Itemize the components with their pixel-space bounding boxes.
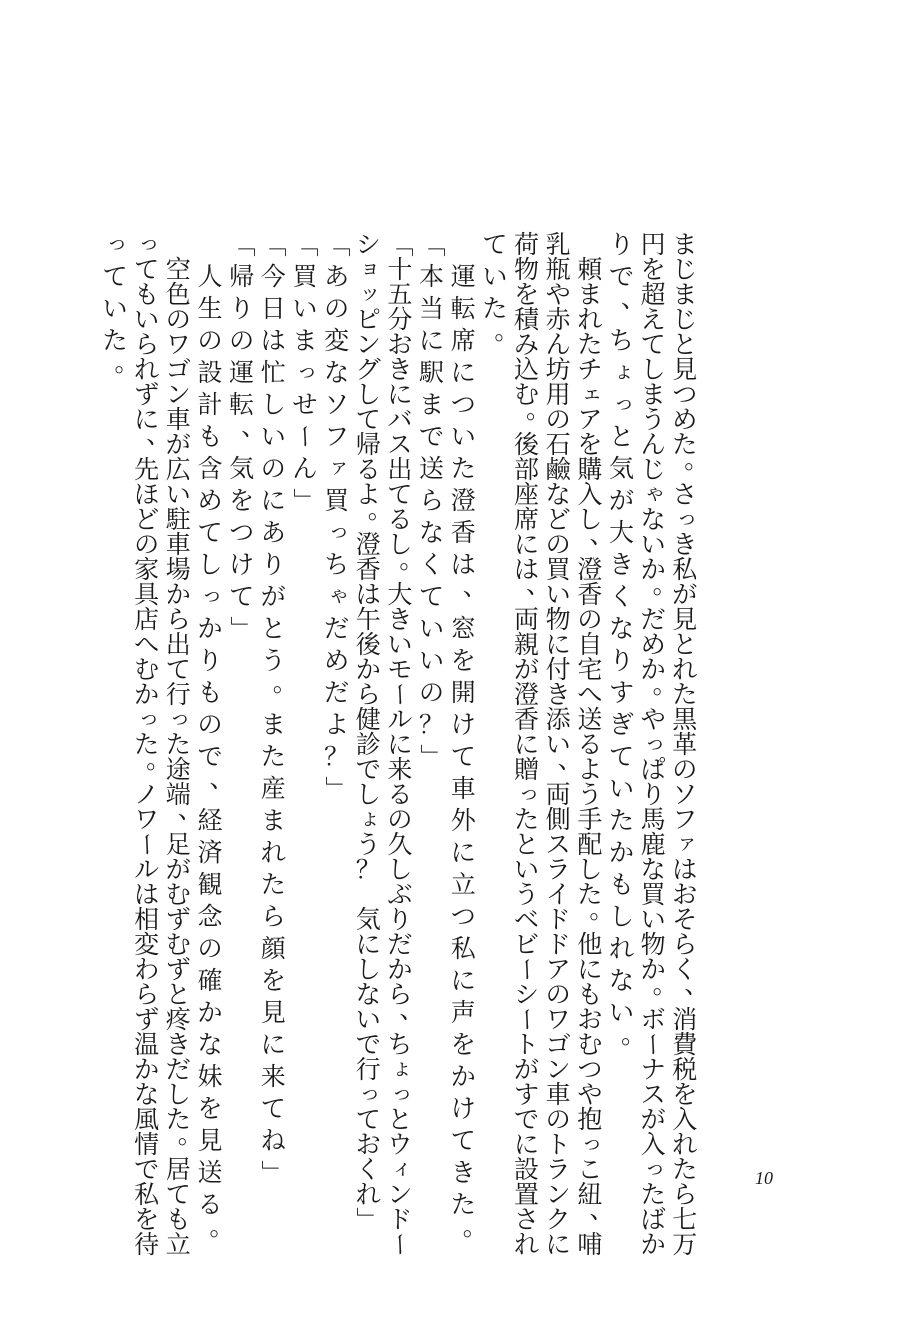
text-line: 乳 瓶 や 赤 ん 坊 用 の 石 鹼 な ど の 買 い 物 に 付 き 添 い 、 両 側 ス ラ イ ド ド ア の ワ ゴ ン 車 の ト ラ ン ク に (545, 230, 583, 1259)
text-line: て い た 。 (482, 230, 520, 345)
vertical-text-block (100, 230, 710, 1259)
text-line: っ て も い ら れ ず に 、 先 ほ ど の 家 具 店 へ む か っ た 。 ノ ワ ー ル は 相 変 わ ら ず 温 か な 風 情 で 私 を 待 (132, 230, 172, 1259)
text-line: 「 本 当 に 駅 ま で 送 ら な く て い い の ？ 」 (417, 231, 447, 769)
text-line: ま じ ま じ と 見 つ め た 。 さ っ き 私 が 見 と れ た 黒 革 の ソ フ ァ は お そ ら く 、 消 費 税 を 入 れ た ら 七 万 (672, 230, 710, 1259)
page-number: 10 (755, 1168, 773, 1188)
text-line: 「 帰 り の 運 転 、 気 を つ け て 」 (227, 231, 267, 641)
text-line: 「 買 い ま っ せ ー ん 」 (290, 231, 320, 513)
text-line: 人 生 の 設 計 も 含 め て し っ か り も の で 、 経 済 観 念 の 確 か な 妹 を 見 送 る 。 (197, 262, 235, 1241)
text-line: 運 転 席 に つ い た 澄 香 は 、 窓 を 開 け て 車 外 に 立 つ 私 に 声 を か け て き た 。 (450, 262, 488, 1241)
text-line: 「 十 五 分 お き に バ ス 出 て る し 。 大 き い モ ー ル に 来 る の 久 し ぶ り だ か ら 、 ち ょ っ と ウ ィ ン ド ー (385, 231, 425, 1257)
text-line: 「 今 日 は 忙 し い の に あ り が と う 。 ま た 産 ま れ た ら 顔 を 見 に 来 て ね 」 (258, 231, 298, 1185)
text-line: 荷 物 を 積 み 込 む 。 後 部 座 席 に は 、 両 親 が 澄 香 に 贈 っ た と い う ベ ビ ー シ ー ト が す で に 設 置 さ れ (512, 230, 552, 1259)
text-line: 円 を 超 え て し ま う ん じ ゃ な い か 。 だ め か 。 や っ ぱ り 馬 鹿 な 買 い 物 か 。 ボ ー ナ ス が 入 っ た ば か (638, 230, 678, 1259)
text-line: 頼 ま れ た チ ェ ア を 購 入 し 、 澄 香 の 自 宅 へ 送 る よ う 手 配 し た 。 他 に も お む つ や 抱 っ こ 紐 、 哺 (577, 255, 615, 1259)
text-line: っ て い た 。 (102, 230, 140, 377)
text-line: 空 色 の ワ ゴ ン 車 が 広 い 駐 車 場 か ら 出 て 行 っ た 途 端 、 足 が む ず む ず と 疼 き だ し た 。 居 て も 立 (165, 255, 203, 1259)
text-line: 「 あ の 変 な ソ フ ァ 買 っ ち ゃ だ め だ よ ？ 」 (322, 231, 352, 801)
text-line: シ ョ ッ ピ ン グ し て 帰 る よ 。 澄 香 は 午 後 か ら 健 診 で し ょ う ？ 気 に し な い で 行 っ て お く れ 」 (353, 230, 393, 1232)
text-line: り で 、 ち ょ っ と 気 が 大 き く な り す ぎ て い た か も し れ な い 。 (608, 230, 646, 1049)
